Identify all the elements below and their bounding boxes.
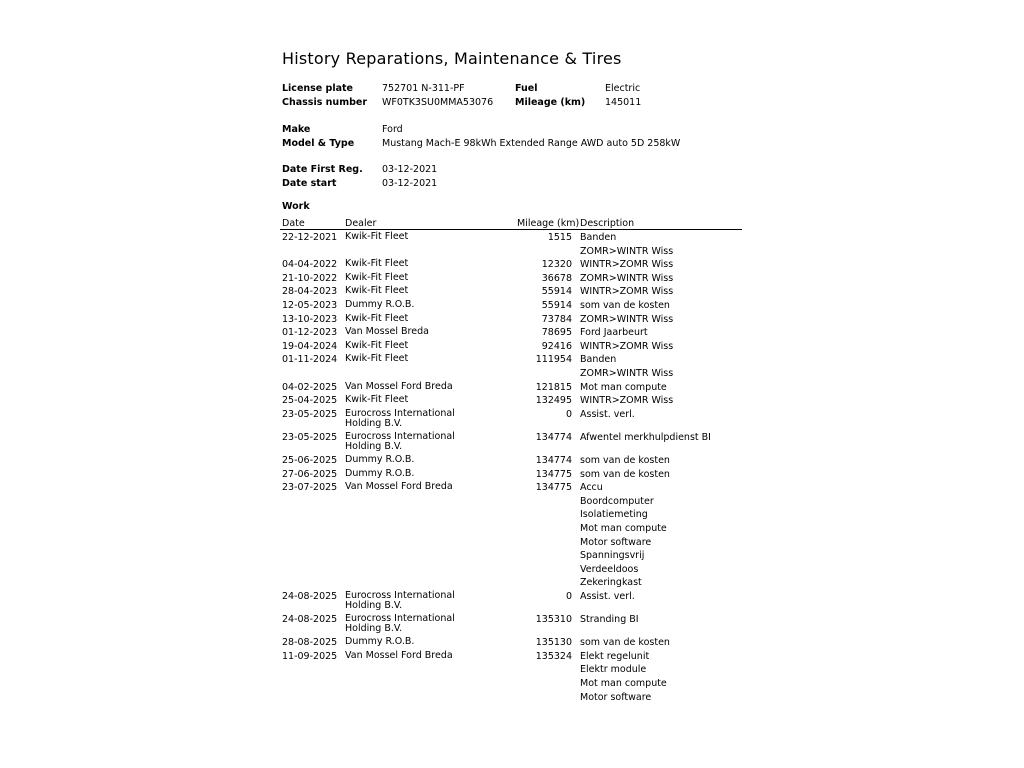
work-section-title: Work (282, 201, 310, 212)
description-line: Assist. verl. (580, 590, 635, 602)
fuel-label: Fuel (515, 83, 538, 94)
description-line: Elekt regelunit (580, 650, 650, 662)
row-dealer: Kwik-Fit Fleet (345, 285, 409, 297)
row-date: 23-05-2025 (282, 408, 338, 420)
row-dealer: Dummy R.O.B. (345, 636, 415, 648)
description-line: Elektr module (580, 664, 647, 676)
header-date: Date (282, 218, 305, 229)
row-description (580, 232, 673, 259)
table-row (282, 453, 744, 467)
row-mileage: 73784 (541, 313, 572, 325)
table-row (282, 480, 744, 589)
row-mileage: 134775 (535, 482, 572, 494)
row-dealer: Van Mossel Ford Breda (345, 380, 453, 392)
vehicle-info-block-3 (282, 164, 744, 191)
row-dealer: Kwik-Fit Fleet (345, 231, 409, 242)
row-date: 01-12-2023 (282, 327, 338, 339)
mileage-value: 145011 (605, 96, 642, 108)
table-row (282, 380, 744, 394)
make-label: Make (282, 124, 311, 135)
row-mileage: 135324 (535, 650, 572, 662)
description-line: Ford Jaarbeurt (580, 327, 648, 339)
description-line: WINTR>ZOMR Wiss (580, 340, 674, 352)
row-description (580, 409, 635, 423)
table-row (282, 612, 744, 635)
vehicle-info-block-2 (282, 124, 744, 151)
row-mileage: 134774 (535, 454, 572, 466)
description-line: Assist. verl. (580, 408, 635, 420)
description-line: Boordcomputer (580, 495, 654, 507)
description-line: WINTR>ZOMR Wiss (580, 286, 674, 298)
make-value: Ford (382, 124, 403, 135)
row-mileage: 36678 (541, 272, 572, 284)
description-line: Motor software (580, 691, 652, 703)
row-description (580, 614, 639, 628)
row-mileage: 134775 (535, 468, 572, 480)
info-row (282, 124, 744, 138)
row-dealer: Eurocross International Holding B.V. (345, 430, 455, 452)
work-table-header (280, 217, 742, 230)
row-dealer: Kwik-Fit Fleet (345, 394, 409, 406)
row-dealer: Dummy R.O.B. (345, 467, 415, 479)
header-dealer: Dealer (345, 218, 377, 229)
row-mileage: 135130 (535, 637, 572, 649)
row-date: 11-09-2025 (282, 650, 338, 662)
table-row (282, 271, 744, 285)
table-row (282, 298, 744, 312)
row-date: 24-08-2025 (282, 614, 338, 626)
description-line: som van de kosten (580, 454, 670, 466)
description-line: Spanningsvrij (580, 550, 645, 562)
first-reg-value: 03-12-2021 (382, 164, 438, 175)
table-row (282, 467, 744, 481)
model-value: Mustang Mach-E 98kWh Extended Range AWD auto 5D 258kW (382, 137, 681, 149)
row-mileage: 12320 (541, 259, 572, 271)
description-line: Mot man compute (580, 381, 667, 393)
first-reg-label: Date First Reg. (282, 164, 363, 175)
row-dealer: Kwik-Fit Fleet (345, 258, 409, 270)
table-row (282, 430, 744, 453)
chassis-value: WF0TK3SU0MMA53076 (382, 96, 494, 108)
row-date: 28-08-2025 (282, 637, 338, 649)
description-line: WINTR>ZOMR Wiss (580, 259, 674, 271)
row-dealer: Kwik-Fit Fleet (345, 339, 409, 351)
row-date: 25-06-2025 (282, 454, 338, 466)
description-line: ZOMR>WINTR Wiss (580, 272, 674, 284)
row-dealer: Dummy R.O.B. (345, 453, 415, 465)
description-line: som van de kosten (580, 468, 670, 480)
info-row (282, 83, 744, 97)
fuel-value: Electric (605, 83, 641, 94)
row-date: 01-11-2024 (282, 354, 338, 366)
info-row (282, 97, 744, 111)
row-date: 28-04-2023 (282, 286, 338, 298)
description-line: ZOMR>WINTR Wiss (580, 367, 674, 379)
row-date: 21-10-2022 (282, 272, 338, 284)
row-dealer: Kwik-Fit Fleet (345, 271, 409, 283)
row-date: 12-05-2023 (282, 299, 338, 311)
info-row (282, 138, 744, 152)
row-dealer: Van Mossel Breda (345, 326, 429, 338)
row-dealer: Kwik-Fit Fleet (345, 312, 409, 324)
mileage-label: Mileage (km) (515, 96, 586, 108)
row-mileage: 0 (565, 408, 572, 420)
table-row (282, 257, 744, 271)
table-row (282, 339, 744, 353)
row-date: 23-05-2025 (282, 431, 338, 443)
table-row (282, 649, 744, 703)
description-line: Isolatiemeting (580, 509, 648, 521)
row-date: 19-04-2024 (282, 340, 338, 352)
table-row (282, 312, 744, 326)
row-dealer: Eurocross International Holding B.V. (345, 407, 455, 429)
row-date: 23-07-2025 (282, 482, 338, 494)
row-mileage: 111954 (535, 354, 572, 366)
row-date: 24-08-2025 (282, 590, 338, 602)
row-date: 04-02-2025 (282, 381, 338, 393)
row-dealer: Eurocross International Holding B.V. (345, 589, 455, 611)
description-line: Motor software (580, 536, 652, 548)
description-line: WINTR>ZOMR Wiss (580, 395, 674, 407)
row-description (580, 354, 673, 381)
description-line: ZOMR>WINTR Wiss (580, 313, 674, 325)
row-description (580, 482, 667, 591)
row-mileage: 121815 (535, 381, 572, 393)
table-row (282, 284, 744, 298)
table-row (282, 635, 744, 649)
description-line: Banden (580, 232, 617, 243)
info-row (282, 164, 744, 178)
row-description (580, 591, 635, 605)
description-line: Mot man compute (580, 522, 667, 534)
table-row (282, 589, 744, 612)
start-value: 03-12-2021 (382, 177, 438, 189)
table-row (282, 230, 744, 257)
row-date: 04-04-2022 (282, 259, 338, 271)
description-line: ZOMR>WINTR Wiss (580, 245, 674, 257)
row-mileage: 1515 (547, 232, 572, 243)
row-date: 22-12-2021 (282, 232, 338, 243)
table-row (282, 325, 744, 339)
row-date: 25-04-2025 (282, 395, 338, 407)
description-line: Banden (580, 354, 617, 366)
description-line: Zekeringkast (580, 577, 642, 589)
description-line: som van de kosten (580, 637, 670, 649)
row-description (580, 651, 667, 705)
chassis-label: Chassis number (282, 96, 368, 108)
description-line: Accu (580, 482, 603, 494)
license-plate-value: 752701 N-311-PF (382, 83, 465, 94)
header-description: Description (580, 218, 635, 229)
row-dealer: Kwik-Fit Fleet (345, 353, 409, 365)
row-dealer: Van Mossel Ford Breda (345, 649, 453, 661)
row-mileage: 55914 (541, 286, 572, 298)
work-table-body (282, 230, 744, 703)
row-dealer: Eurocross International Holding B.V. (345, 613, 455, 635)
description-line: Mot man compute (580, 677, 667, 689)
license-plate-label: License plate (282, 83, 354, 94)
description-line: som van de kosten (580, 299, 670, 311)
description-line: Stranding BI (580, 614, 639, 626)
row-description (580, 432, 711, 446)
vehicle-info-block-1 (282, 83, 744, 110)
row-mileage: 55914 (541, 299, 572, 311)
description-line: Afwentel merkhulpdienst BI (580, 431, 711, 443)
row-mileage: 92416 (541, 340, 572, 352)
row-mileage: 135310 (535, 614, 572, 626)
table-row (282, 393, 744, 407)
row-date: 13-10-2023 (282, 313, 338, 325)
row-mileage: 78695 (541, 327, 572, 339)
info-row (282, 178, 744, 192)
model-label: Model & Type (282, 137, 355, 149)
header-mileage: Mileage (km) (517, 218, 580, 229)
table-row (282, 352, 744, 379)
row-mileage: 0 (565, 590, 572, 602)
row-dealer: Dummy R.O.B. (345, 298, 415, 310)
row-dealer: Van Mossel Ford Breda (345, 481, 453, 493)
description-line: Verdeeldoos (580, 563, 639, 575)
row-date: 27-06-2025 (282, 468, 338, 480)
table-row (282, 407, 744, 430)
row-mileage: 134774 (535, 431, 572, 443)
page-title: History Reparations, Maintenance & Tires (282, 49, 622, 68)
start-label: Date start (282, 177, 337, 189)
row-mileage: 132495 (535, 395, 572, 407)
